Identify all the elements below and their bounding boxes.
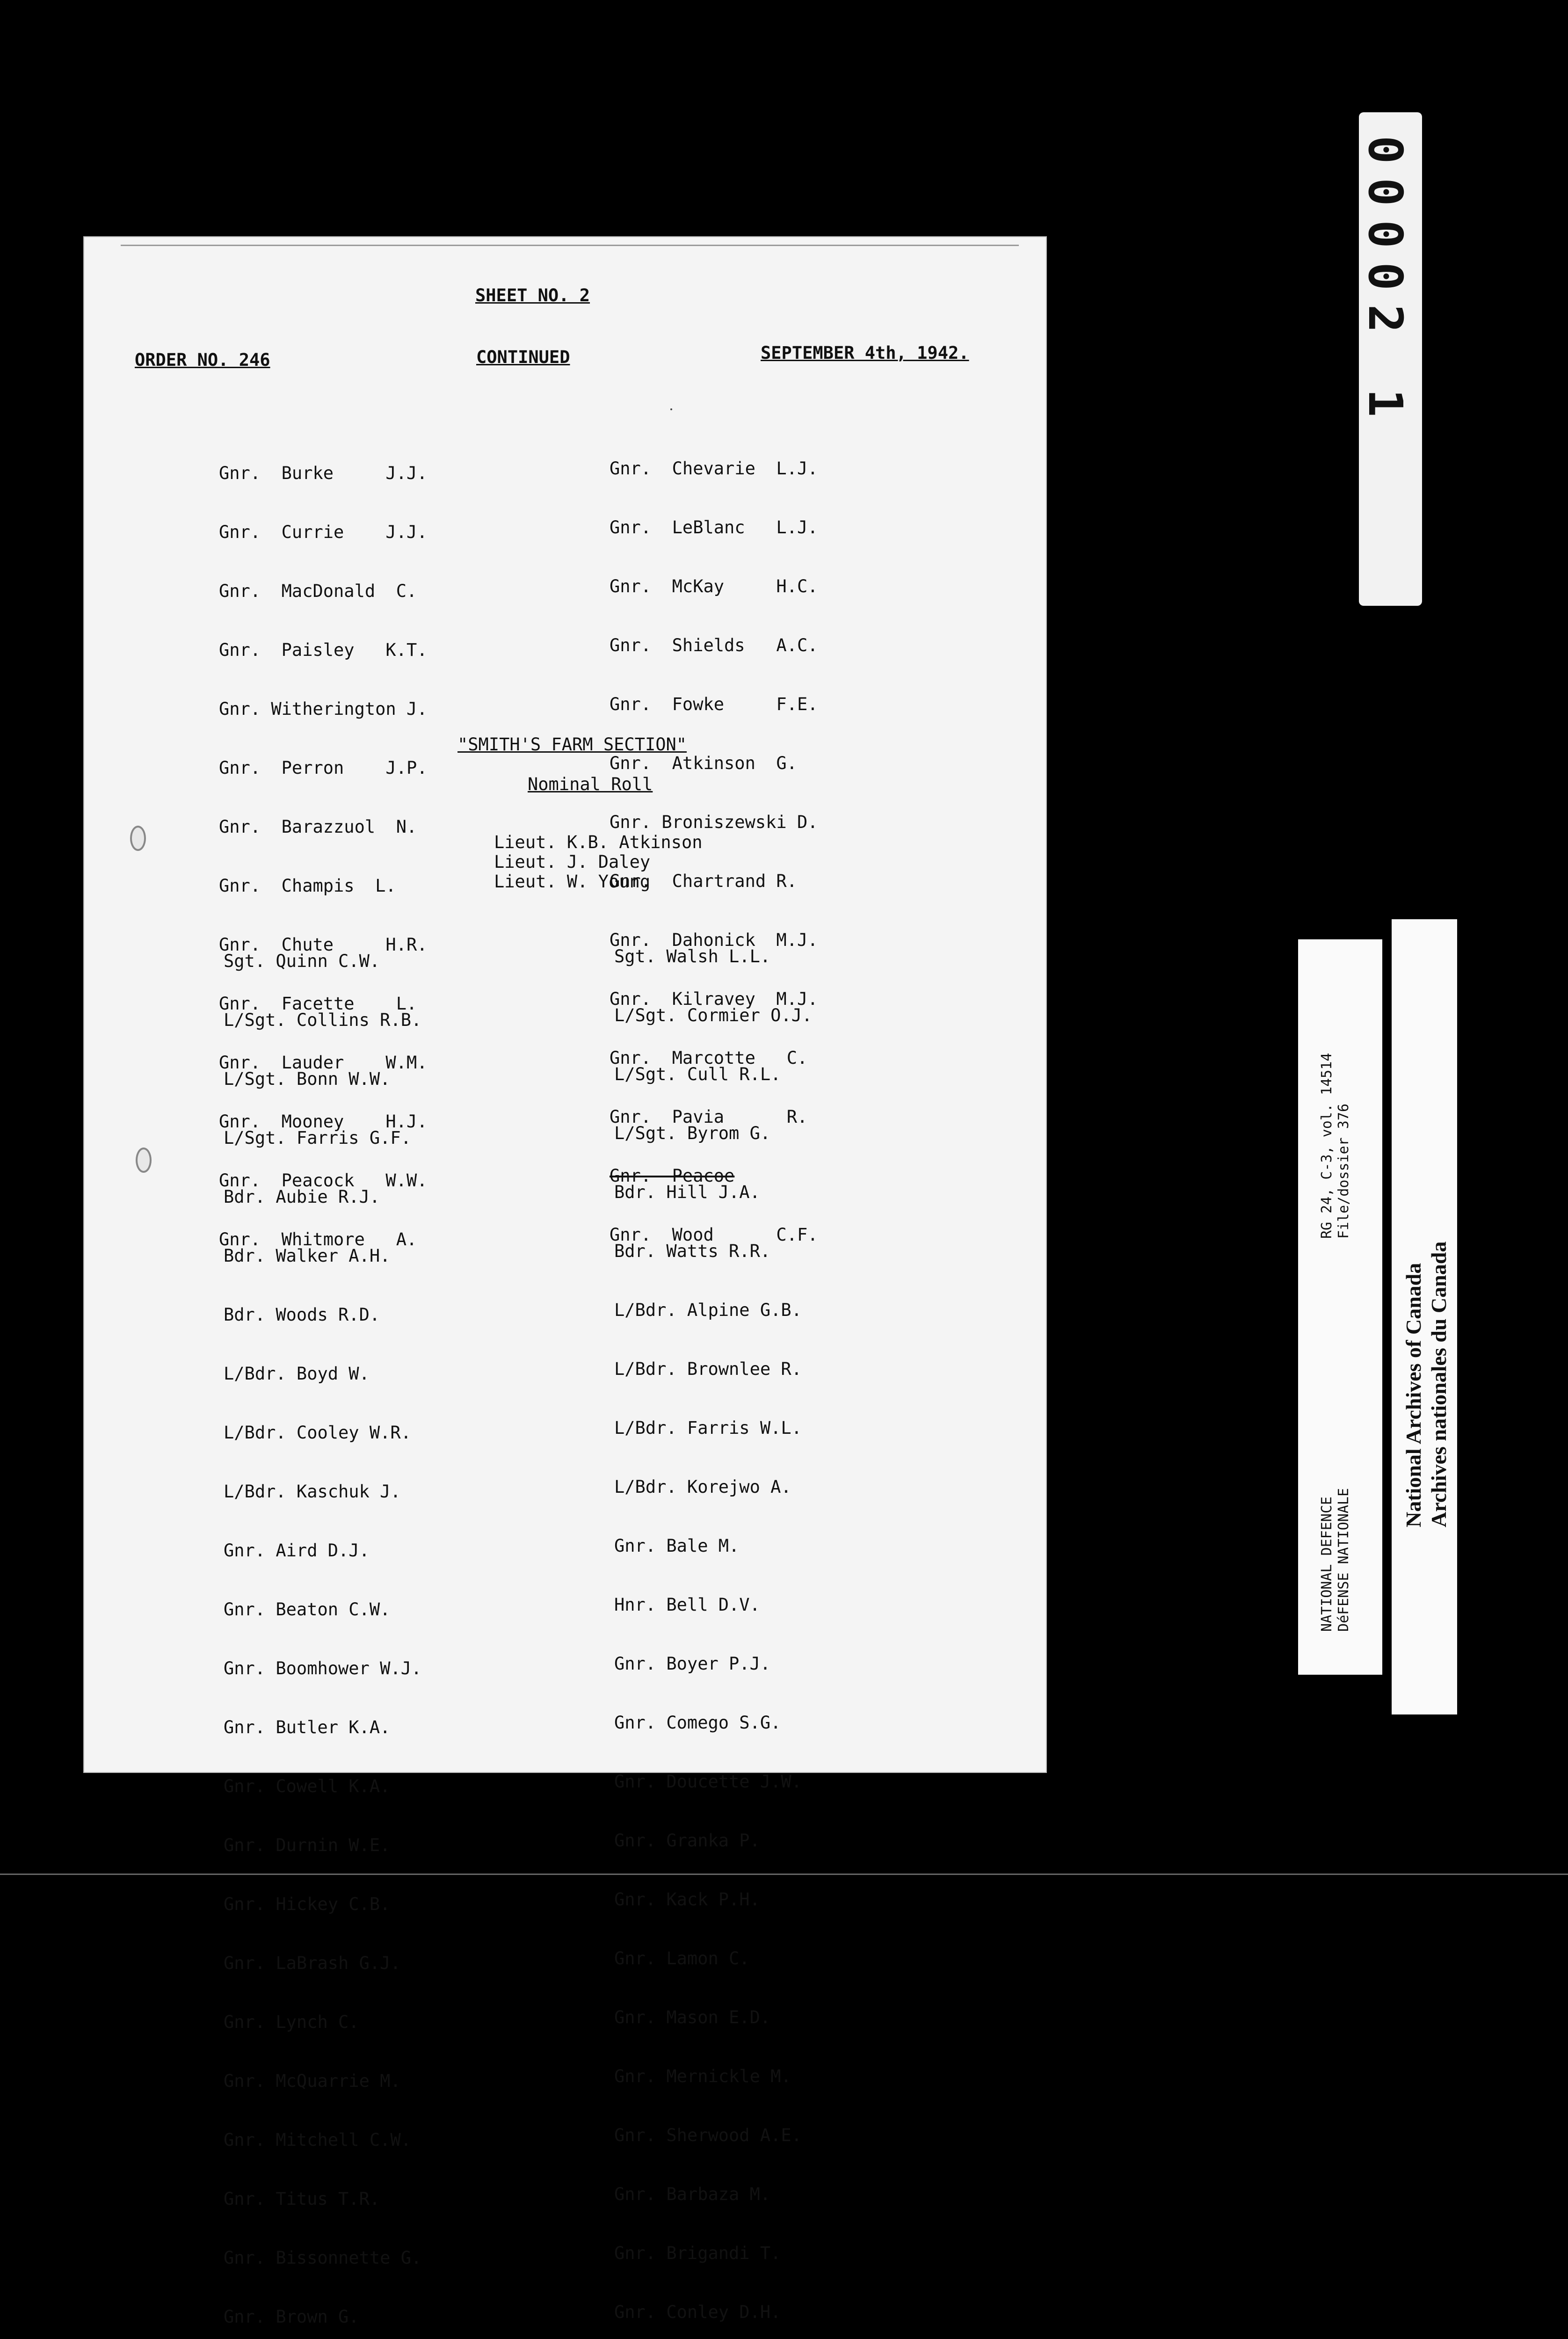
list-item: L/Sgt. Byrom G.	[614, 1123, 771, 1143]
struck-out-entry: Gnr.--Peacoe	[610, 1166, 735, 1186]
list-item: Gnr. Lamon C.	[614, 1948, 750, 1969]
list-item: Gnr. Whitmore A.	[219, 1229, 417, 1249]
list-item: L/Sgt. Collins R.B.	[224, 1010, 422, 1030]
archive-reference-line-1: RG 24, C-3, vol. 14514	[1319, 1053, 1335, 1239]
list-item: L/Sgt. Cormier O.J.	[614, 1005, 813, 1025]
list-item: Gnr. LaBrash G.J.	[224, 1953, 401, 1973]
list-item: Sgt. Walsh L.L.	[614, 946, 771, 966]
list-item: Gnr. Kack P.H.	[614, 1889, 760, 1910]
officer-item: Lieut. W. Young	[494, 872, 651, 892]
list-item: Gnr. Cowell K.A.	[224, 1776, 391, 1796]
page-top-edge	[121, 245, 1019, 246]
list-item: Gnr. MacDonald C.	[219, 581, 417, 601]
list-item: L/Bdr. Korejwo A.	[614, 1477, 791, 1497]
list-item: Gnr. Bale M.	[614, 1536, 740, 1556]
sheet-title: SHEET NO. 2	[475, 285, 590, 305]
order-date: SEPTEMBER 4th, 1942.	[761, 343, 969, 363]
list-item: Gnr. LeBlanc L.J.	[610, 517, 818, 538]
list-item: Gnr. Durnin W.E.	[224, 1835, 391, 1855]
list-item: Gnr. Paisley K.T.	[219, 640, 428, 660]
officer-item: Lieut. J. Daley	[494, 852, 651, 872]
list-item: Gnr. Brigandi T.	[614, 2243, 781, 2263]
punch-hole	[130, 826, 146, 851]
list-item: Gnr. Currie J.J.	[219, 522, 428, 542]
archives-name-english: National Archives of Canada	[1401, 1263, 1425, 1527]
list-item: Bdr. Woods R.D.	[224, 1305, 380, 1325]
list-item: L/Sgt. Farris G.F.	[224, 1128, 411, 1148]
list-item: Gnr. Chevarie L.J.	[610, 458, 818, 479]
list-item: Gnr. Atkinson G.	[610, 753, 797, 773]
list-item: Gnr. Witherington J.	[219, 699, 428, 719]
archives-stamp	[1392, 919, 1457, 1714]
order-number: ORDER NO. 246	[135, 350, 270, 370]
frame-number-tape	[1359, 112, 1422, 606]
list-item: Gnr. Mitchell C.W.	[224, 2130, 411, 2150]
list-item: Gnr. Sherwood A.E.	[614, 2125, 802, 2145]
list-item: Gnr. Wood C.F.	[610, 1225, 818, 1245]
department-line-2: DéFENSE NATIONALE	[1336, 1488, 1352, 1632]
list-item: L/Bdr. Farris W.L.	[614, 1418, 802, 1438]
list-item: L/Sgt. Bonn W.W.	[224, 1069, 391, 1089]
list-item: Gnr. Peacock W.W.	[219, 1170, 428, 1191]
punch-hole	[136, 1148, 152, 1173]
list-item: Gnr. Kilravey M.J.	[610, 989, 818, 1009]
list-item: Gnr. Mooney H.J.	[219, 1111, 428, 1132]
list-item: L/Bdr. Boyd W.	[224, 1364, 370, 1384]
list-item: L/Bdr. Kaschuk J.	[224, 1482, 401, 1502]
roll-list-left	[224, 912, 421, 2339]
archives-name-french: Archives nationales du Canada	[1427, 1241, 1451, 1527]
list-item: Gnr. Hickey C.B.	[224, 1894, 391, 1914]
list-item: Gnr. Chute H.R.	[219, 935, 428, 955]
list-item: L/Bdr. Alpine G.B.	[614, 1300, 802, 1320]
list-item: Gnr. Conley D.H.	[614, 2302, 781, 2322]
list-item: Gnr. Bissonnette G.	[224, 2248, 422, 2268]
list-item: L/Sgt. Cull R.L.	[614, 1064, 781, 1084]
list-item: Gnr. Beaton C.W.	[224, 1599, 391, 1620]
list-item: Gnr. Pavia R.	[610, 1107, 808, 1127]
list-item: Gnr. Butler K.A.	[224, 1717, 391, 1737]
archive-reference-line-2: File/dossier 376	[1336, 1104, 1352, 1239]
continued-label: CONTINUED	[476, 347, 570, 367]
list-item: Gnr. Boomhower W.J.	[224, 1658, 422, 1678]
list-item: Gnr. Brown G.	[224, 2307, 359, 2327]
frame-number: 00002 1	[1358, 136, 1413, 431]
list-item: Gnr. Marcotte C.	[610, 1048, 808, 1068]
list-item: Gnr. Shields A.C.	[610, 635, 818, 655]
archive-reference-label	[1298, 939, 1382, 1675]
section-title: "SMITH'S FARM SECTION"	[457, 734, 687, 755]
list-item: Gnr. Boyer P.J.	[614, 1654, 771, 1674]
list-item: Gnr. Aird D.J.	[224, 1540, 370, 1561]
list-item: Gnr. Broniszewski D.	[610, 812, 818, 832]
list-item: Gnr. Burke J.J.	[219, 463, 428, 483]
ink-dot	[670, 408, 672, 410]
list-item: Gnr. Comego S.G.	[614, 1713, 781, 1733]
list-item: Gnr. Barazzuol N.	[219, 817, 417, 837]
officer-item: Lieut. K.B. Atkinson	[494, 832, 703, 852]
department-line-1: NATIONAL DEFENCE	[1319, 1496, 1335, 1632]
list-item: Gnr. Lauder W.M.	[219, 1053, 428, 1073]
document-page	[83, 236, 1047, 2327]
officer-list	[494, 833, 703, 892]
list-item: L/Bdr. Cooley W.R.	[224, 1423, 411, 1443]
list-item: Bdr. Watts R.R.	[614, 1241, 771, 1261]
list-item: Gnr. Champis L.	[219, 876, 396, 896]
list-item: Bdr. Hill J.A.	[614, 1182, 760, 1202]
list-item: Gnr. Doucette J.W.	[614, 1772, 802, 1792]
list-item: Gnr. Perron J.P.	[219, 758, 428, 778]
list-item: Gnr. Lynch C.	[224, 2012, 359, 2032]
list-item: L/Bdr. Brownlee R.	[614, 1359, 802, 1379]
list-item: Gnr. Titus T.R.	[224, 2189, 380, 2209]
section-subtitle: Nominal Roll	[528, 774, 653, 794]
list-item: Gnr. Facette L.	[219, 994, 417, 1014]
list-item: Bdr. Aubie R.J.	[224, 1187, 380, 1207]
list-item: Sgt. Quinn C.W.	[224, 951, 380, 971]
list-item: Gnr. Granka P.	[614, 1831, 760, 1851]
list-item: Gnr. Barbaza M.	[614, 2184, 771, 2204]
scan-edge-line	[0, 1874, 1568, 1875]
list-item: Gnr. Mason E.D.	[614, 2007, 771, 2027]
list-item: Gnr. Chartrand R.	[610, 871, 797, 891]
list-item: Gnr. McKay H.C.	[610, 576, 818, 596]
list-item: Gnr. Mernickle M.	[614, 2066, 791, 2086]
list-item: Gnr. Dahonick M.J.	[610, 930, 818, 950]
list-item: Hnr. Bell D.V.	[614, 1595, 760, 1615]
list-item: Gnr. McQuarrie M.	[224, 2071, 401, 2091]
list-item: Bdr. Walker A.H.	[224, 1246, 391, 1266]
roll-list-right	[614, 908, 812, 2339]
list-item: Gnr. Fowke F.E.	[610, 694, 818, 714]
